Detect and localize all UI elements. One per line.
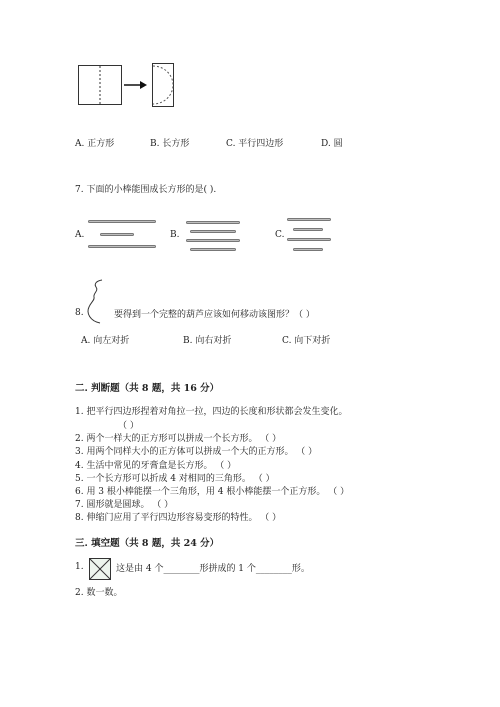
q8-option-c: C. 向下对折 xyxy=(282,336,331,346)
stick xyxy=(287,238,331,241)
q7-question: 7. 下面的小棒能围成长方形的是( ). xyxy=(75,185,217,195)
stick xyxy=(88,220,156,223)
judge-item-6: 6. 用 3 根小棒能摆一个三角形，用 4 根小棒能摆一个正方形。 （ ） xyxy=(75,487,350,497)
stick xyxy=(287,218,331,221)
judge-item-3: 3. 用两个同样大小的正方体可以拼成一个大的正方形。 （ ） xyxy=(75,447,318,457)
fill-q1-number: 1. xyxy=(75,562,84,572)
q8-option-b: B. 向右对折 xyxy=(183,336,232,346)
q6-option-c: C. 平行四边形 xyxy=(226,139,284,149)
square-with-diagonals-figure xyxy=(89,558,111,580)
stick xyxy=(293,248,323,251)
q7-option-a-sticks xyxy=(86,218,162,252)
judge-item-7: 7. 圆形就是圆球。 （ ） xyxy=(75,500,174,510)
q8-number: 8. xyxy=(75,308,84,318)
judge-item-1: 1. 把平行四边形捏着对角拉一拉，四边的长度和形状都会发生变化。 xyxy=(75,407,348,417)
q7-option-b-label: B. xyxy=(170,230,180,240)
judge-item-5: 5. 一个长方形可以折成 4 对相同的三角形。 （ ） xyxy=(75,474,275,484)
fill-q1-text: 这是由 4 个________形拼成的 1 个________形。 xyxy=(116,564,310,574)
stick xyxy=(186,221,240,224)
q6-option-d: D. 圆 xyxy=(321,139,343,149)
half-gourd-figure xyxy=(86,279,108,325)
q8-question: 要得到一个完整的葫芦应该如何移动该图形？（ ） xyxy=(114,310,315,320)
section-2-title: 二. 判断题（共 8 题，共 16 分） xyxy=(75,383,220,394)
half-circle-cut-figure xyxy=(152,63,178,107)
fill-q2: 2. 数一数。 xyxy=(75,588,123,598)
arrow-right-icon xyxy=(124,80,148,90)
q7-option-c-label: C. xyxy=(275,230,285,240)
judge-item-1-blank: （ ） xyxy=(118,421,139,431)
stick xyxy=(190,248,236,251)
stick xyxy=(190,230,236,233)
judge-item-4: 4. 生活中常见的牙膏盒是长方形。 （ ） xyxy=(75,461,237,471)
stick xyxy=(88,245,156,248)
q8-option-a: A. 向左对折 xyxy=(81,336,130,346)
stick xyxy=(186,239,240,242)
q7-option-b-sticks xyxy=(180,218,246,258)
judge-item-2: 2. 两个一样大的正方形可以拼成一个长方形。 （ ） xyxy=(75,434,282,444)
section-3-title: 三. 填空题（共 8 题，共 24 分） xyxy=(75,538,220,549)
q6-option-b: B. 长方形 xyxy=(150,139,190,149)
q6-option-a: A. 正方形 xyxy=(75,139,115,149)
folded-rectangle-figure xyxy=(78,65,122,105)
q7-option-a-label: A. xyxy=(75,230,85,240)
stick xyxy=(100,233,134,236)
q7-option-c-sticks xyxy=(285,216,335,258)
judge-item-8: 8. 伸缩门应用了平行四边形容易变形的特性。 （ ） xyxy=(75,513,282,523)
stick xyxy=(293,228,323,231)
